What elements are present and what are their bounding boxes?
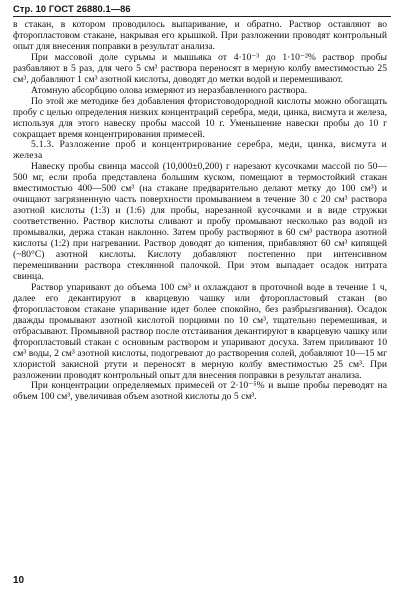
page-number: 10	[13, 575, 25, 586]
section-heading-5-1-3: 5.1.3. Разложение проб и концентрирование серебра, меди, цинка, висмута и железа	[13, 139, 387, 162]
paragraph-tin-absorption: Атомную абсорбцию олова измеряют из неразбавленного раствора.	[31, 84, 308, 96]
page-header: Стр. 10 ГОСТ 26880.1—86	[13, 4, 131, 14]
document-body	[13, 20, 387, 403]
header-rule	[13, 16, 391, 17]
paragraph-continuation: в стакан, в котором проводилось выпаривание, и обратно. Раствор оставляют во фторопластовом стакане, накрывая его крышкой. При разложении проводят контрольный опыт для внесения поправки в результат анализа.	[13, 19, 387, 52]
paragraph-enrichment: По этой же методике без добавления фтористоводородной кислоты можно обогащать пробу с целью определения низких концентраций серебра, меди, цинка, висмута и железа, используя для этого навеску пробы массой 10 г. Уменьшение навески пробы до 10 г сокращает время концентрирования примесей.	[13, 95, 387, 140]
paragraph-evaporation: Раствор упаривают до объема 100 см³ и охлаждают в проточной воде в течение 1 ч, далее его декантируют в кварцевую чашку или фторопластовый стакан (во фторопластовом стакане упаривание идет более спокойно, без разбрызгивания). Осадок дважды промывают азотной кислотой порциями по 10 см³, тщательно перемешивая, и отбрасывают. Промывной раствор после отстаивания декантируют в кварцевую чашку или фторопластовый стакан с основным раствором и упаривают досуха. Затем приливают 10 см³ воды, 2 см³ азотной кислоты, подогревают до растворения солей, добавляют 10—15 мг хлористой закисной ртути и переносят в мерную колбу вместимостью 25 см³. При разложении проводят контрольный опыт для внесения поправки в результат анализа.	[13, 281, 387, 381]
paragraph-sample-prep: Навеску пробы свинца массой (10,000±0,200) г нарезают кусочками массой по 50—500 мг, если проба представлена большим куском, помещают в термостойкий стакан вместимостью 400—500 см³ (на стакане предварительно делают метку до 100 см³) и очищают загрязненную часть поверхности промыванием в течение 30 с 20 см³ раствора азотной кислоты (1:3) и (1:6) для пробы, нарезанной кусочками и в виде стружки соответственно. Раствор кислоты сливают и пробу промывают несколько раз водой из промывалки, держа стакан наклонно. Затем пробу растворяют в 60 см³ раствора азотной кислоты (1:2) при нагревании. Раствор доводят до кипения, прибавляют 60 см³ кипящей (~80°С) азотной кислоты. Кислоту добавляют постепенно при интенсивном перемешивании раствора стеклянной палочкой. При этом выпадает осадок нитрата свинца.	[13, 161, 387, 282]
paragraph-dilution: При массовой доле сурьмы и мышьяка от 4·10⁻³ до 1·10⁻²% раствор пробы разбавляют в 5 раз, для чего 5 см³ раствора переносят в мерную колбу вместимостью 25 см³, добавляют 1 см³ азотной кислоты, доводят до метки водой и перемешивают.	[13, 51, 387, 85]
paragraph-concentration: При концентрации определяемых примесей от 2·10⁻⁵% и выше пробы переводят на объем 100 см³, увеличивая объем азотной кислоты до 5 см³.	[13, 380, 387, 403]
